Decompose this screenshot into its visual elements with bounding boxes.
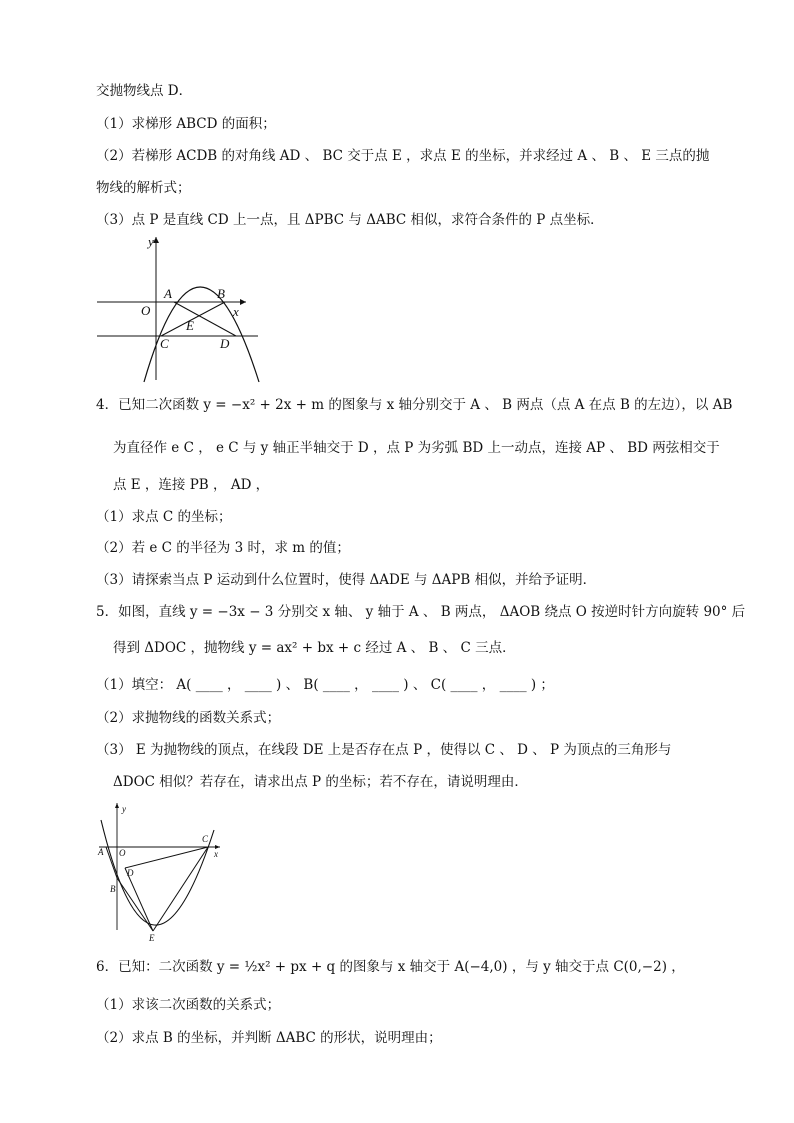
text-line: ΔDOC 相似？若存在，请求出点 P 的坐标；若不存在，请说明理由． (113, 774, 528, 790)
y-label: y (148, 234, 154, 249)
text-line: （2）求点 B 的坐标，并判断 ΔABC 的形状，说明理由； (96, 1030, 442, 1046)
point-e-label: E (186, 318, 194, 333)
point-d-label: D (220, 336, 230, 351)
text-line: （1）求点 C 的坐标； (96, 509, 232, 525)
segment-ec (153, 847, 208, 931)
segment-be (117, 878, 153, 931)
point-d-label: D (127, 868, 134, 878)
origin-label: O (141, 303, 151, 318)
text-line: （2）求抛物线的函数关系式； (96, 710, 281, 726)
text-line: （3） E 为抛物线的顶点，在线段 DE 上是否存在点 P ，使得以 C 、 D 、 P 为顶点的三角形与 (96, 742, 672, 758)
text-line: 为直径作 e C ， e C 与 y 轴正半轴交于 D ，点 P 为劣弧 BD 上一动点，连接 AP 、 BD 两弦相交于 (113, 440, 720, 456)
text-line: （3）点 P 是直线 CD 上一点，且 ΔPBC 与 ΔABC 相似，求符合条件的 P 点坐标． (96, 212, 604, 228)
text-line: （2）若梯形 ACDB 的对角线 AD 、 BC 交于点 E ，求点 E 的坐标，并求经过 A 、 B 、 E 三点的抛 (96, 148, 710, 164)
text-line: 交抛物线点 D． (96, 83, 193, 99)
text-line: 6．已知：二次函数 y = ½x² + px + q 的图象与 x 轴交于 A(−4,0) ，与 y 轴交于点 C(0,−2) ， (96, 959, 685, 975)
figure-rotated-triangle (96, 800, 226, 945)
text-line: 点 E ，连接 PB ， AD ， (113, 477, 270, 493)
y-label: y (122, 804, 126, 814)
text-line: 物线的解析式； (96, 180, 191, 196)
y-axis-arrow (153, 237, 159, 243)
origin-label: O (119, 848, 126, 858)
segment-dc (125, 847, 208, 868)
point-a-label: A (98, 847, 104, 857)
point-b-label: B (217, 286, 225, 301)
text-line: 5．如图，直线 y = −3x − 3 分别交 x 轴、 y 轴于 A 、 B 两点， ΔAOB 绕点 O 按逆时针方向旋转 90° 后 (96, 604, 746, 620)
point-e-label: E (149, 933, 155, 943)
point-a-label: A (164, 286, 172, 301)
figure-parabola-trapezoid (94, 232, 264, 387)
text-line: 得到 ΔDOC ，抛物线 y = ax² + bx + c 经过 A 、 B 、 C 三点． (113, 640, 516, 656)
text-line: （2）若 e C 的半径为 3 时，求 m 的值； (96, 540, 350, 556)
x-axis-arrow (240, 299, 246, 305)
point-c-label: C (160, 336, 169, 351)
text-line: （3）请探索当点 P 运动到什么位置时，使得 ΔADE 与 ΔAPB 相似，并给予证明． (96, 572, 597, 588)
point-b-label: B (110, 884, 116, 894)
text-line: 4．已知二次函数 y = −x² + 2x + m 的图象与 x 轴分别交于 A 、 B 两点（点 A 在点 B 的左边），以 AB (96, 397, 733, 413)
x-label: x (214, 849, 218, 859)
text-line: （1）填空： A( ____ ， ____ ) 、 B( ____ ， ____ ) 、 C( ____ ， ____ ) ； (96, 677, 554, 693)
segment-ab (106, 847, 117, 878)
text-line: （1）求该二次函数的关系式； (96, 997, 281, 1013)
y-axis-arrow (115, 803, 119, 808)
parabola (101, 820, 214, 925)
text-line: （1）求梯形 ABCD 的面积； (96, 116, 276, 132)
x-label: x (233, 304, 239, 319)
point-c-label: C (202, 834, 209, 844)
